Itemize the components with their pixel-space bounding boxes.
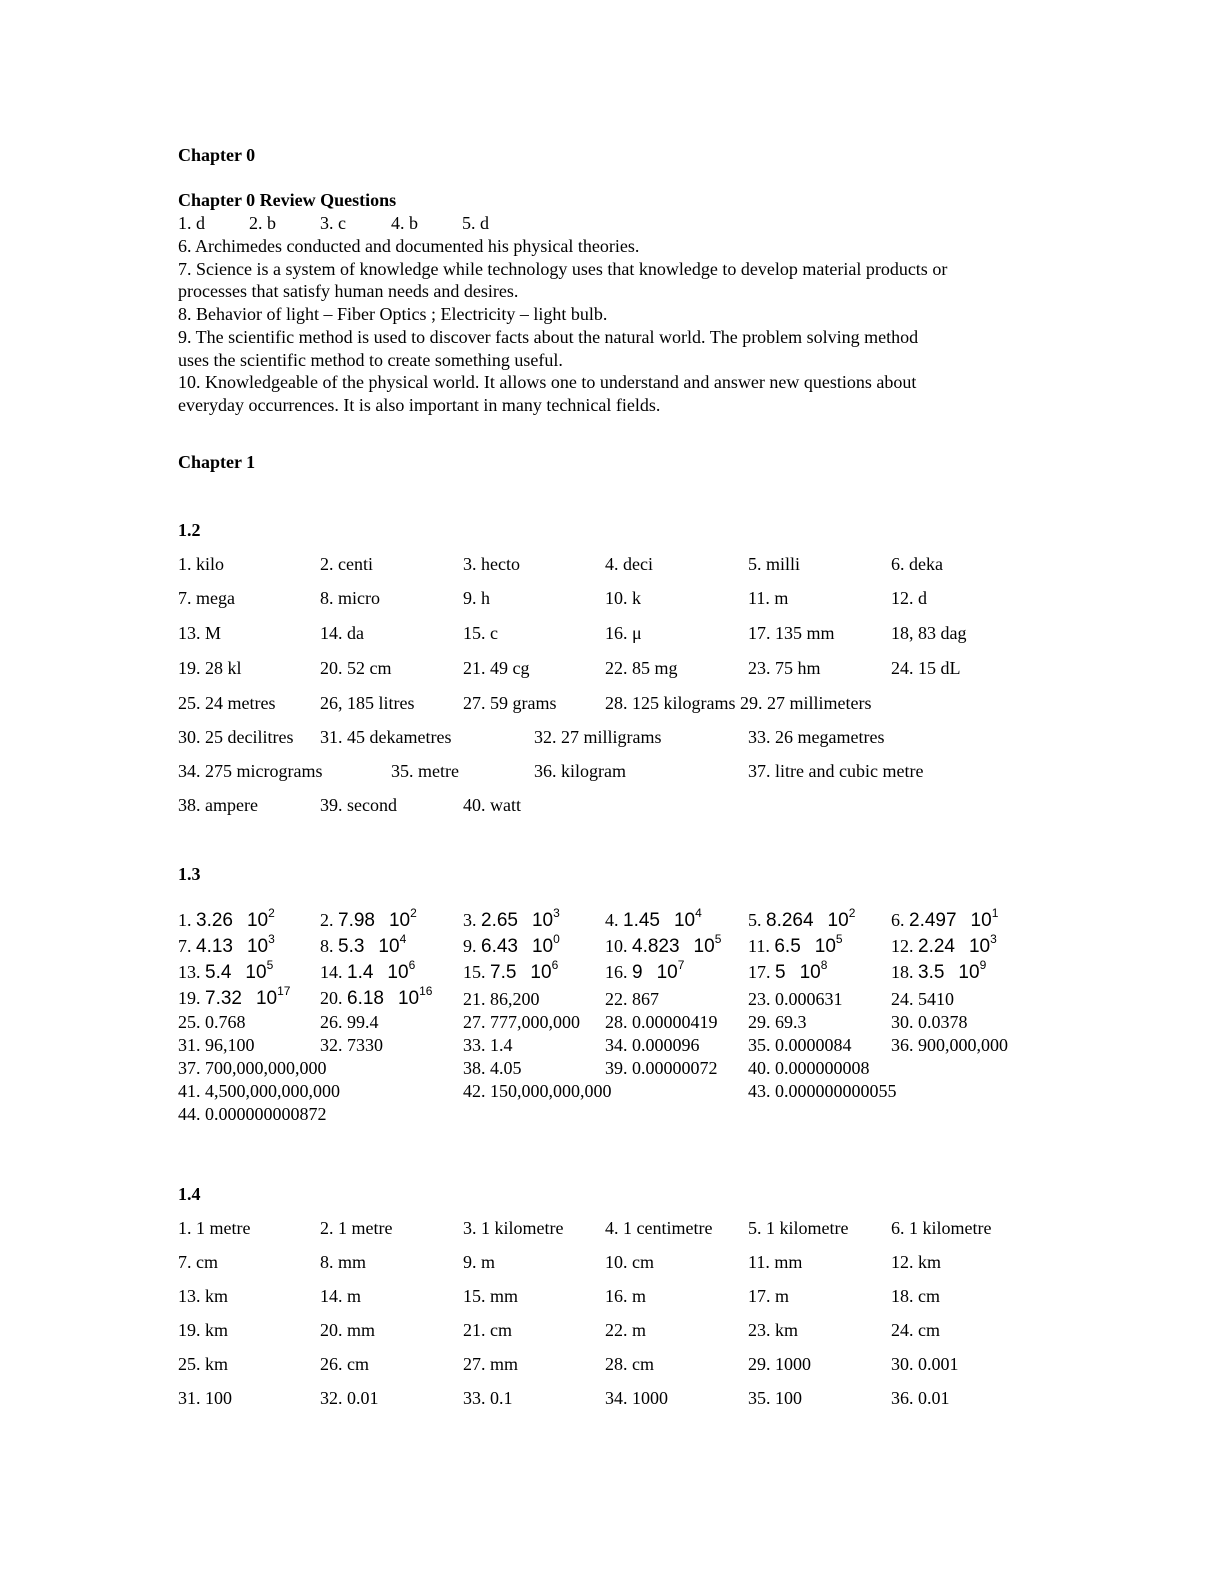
answer-number: 16. <box>605 962 632 982</box>
section-1-4-heading: 1.4 <box>178 1184 201 1204</box>
mantissa: 9 <box>632 962 643 983</box>
mantissa: 4.13 <box>196 936 233 957</box>
answer-number: 5. <box>748 910 766 930</box>
answer-cell: 36. 0.01 <box>891 1388 950 1408</box>
answer-number: 2. <box>320 910 338 930</box>
answer-line: processes that satisfy human needs and desires. <box>178 281 519 302</box>
answer-number: 18. <box>891 962 918 982</box>
answer-cell: 2. 1 metre <box>320 1218 393 1238</box>
answer-cell: 6. 1 kilometre <box>891 1218 992 1238</box>
answer-cell: 6. deka <box>891 554 943 574</box>
exponent: 3 <box>990 932 997 946</box>
sci-notation-answer <box>891 958 987 984</box>
answer-cell: 21. 49 cg <box>463 658 530 678</box>
answer-line: 8. Behavior of light – Fiber Optics ; Electricity – light bulb. <box>178 304 608 325</box>
answer-cell: 27. 59 grams <box>463 693 557 713</box>
answer-cell: 13. M <box>178 623 222 643</box>
power-base: $10^3$ <box>968 932 997 957</box>
exponent: 17 <box>277 984 291 998</box>
answer-cell: 32. 0.01 <box>320 1388 379 1408</box>
answer-cell: 35. metre <box>391 761 459 781</box>
answer-number: 9. <box>463 936 481 956</box>
answer-number: 11. <box>748 936 775 956</box>
answer-cell: 44. 0.000000000872 <box>178 1104 327 1124</box>
exponent: 5 <box>714 932 722 946</box>
mantissa: 5.3 <box>338 936 365 957</box>
answer-cell: 24. 15 dL <box>891 658 961 678</box>
answer-cell: 25. 24 metres <box>178 693 276 713</box>
sci-notation-answer <box>178 932 275 958</box>
answer-line: uses the scientific method to create something useful. <box>178 349 563 370</box>
answer-cell: 33. 1.4 <box>463 1035 513 1055</box>
exponent: 16 <box>419 984 433 998</box>
answer-cell: 7. mega <box>178 588 235 608</box>
power-base: $10^2$ <box>827 906 856 931</box>
sci-notation-answer <box>178 958 274 984</box>
answer-cell: 14. m <box>320 1286 362 1306</box>
answer-cell: 28. cm <box>605 1354 654 1374</box>
answer-cell: 23. km <box>748 1320 799 1340</box>
mantissa: 5.4 <box>205 962 232 983</box>
mantissa: 3.5 <box>918 962 945 983</box>
power-base: $10^6$ <box>387 958 416 983</box>
answer-cell: 18, 83 dag <box>891 623 967 643</box>
answer-cell: 43. 0.000000000055 <box>748 1081 897 1101</box>
answer-number: 6. <box>891 910 909 930</box>
answer-line: 10. Knowledgeable of the physical world. It allows one to understand and answer new questions about <box>178 372 917 393</box>
answer-cell: 24. cm <box>891 1320 940 1340</box>
exponent: 8 <box>820 958 828 972</box>
answer-cell: 34. 275 micrograms <box>178 761 323 781</box>
mc-answer: 5. d <box>462 213 489 233</box>
sci-notation-answer <box>320 958 416 984</box>
answer-cell: 37. 700,000,000,000 <box>178 1058 327 1078</box>
answer-cell: 10. cm <box>605 1252 654 1272</box>
answer-cell: 22. 867 <box>605 989 659 1009</box>
sci-notation-answer <box>748 958 828 984</box>
power-base: $10^9$ <box>958 958 987 983</box>
mantissa: 2.65 <box>481 910 518 931</box>
answer-number: 7. <box>178 936 196 956</box>
answer-cell: 38. 4.05 <box>463 1058 522 1078</box>
exponent: 0 <box>553 932 560 946</box>
mantissa: 7.98 <box>338 910 375 931</box>
answer-cell: 3. hecto <box>463 554 520 574</box>
answer-number: 1. <box>178 910 196 930</box>
sci-notation-answer <box>748 932 843 958</box>
answer-cell: 41. 4,500,000,000,000 <box>178 1081 340 1101</box>
answer-cell: 34. 1000 <box>605 1388 668 1408</box>
answer-cell: 5. 1 kilometre <box>748 1218 849 1238</box>
answer-cell: 11. mm <box>748 1252 803 1272</box>
answer-cell: 1. 1 metre <box>178 1218 251 1238</box>
answer-cell: 8. micro <box>320 588 380 608</box>
exponent: 7 <box>677 958 685 972</box>
answer-cell: 30. 0.001 <box>891 1354 959 1374</box>
power-base: $10^5$ <box>245 958 274 983</box>
mc-answer: 4. b <box>391 213 418 233</box>
answer-line: 9. The scientific method is used to discover facts about the natural world. The problem solving method <box>178 326 919 347</box>
answer-number: 14. <box>320 962 347 982</box>
answer-line: 7. Science is a system of knowledge while technology uses that knowledge to develop material products or <box>178 258 948 279</box>
sci-notation-answer <box>178 984 291 1010</box>
answer-cell: 18. cm <box>891 1286 940 1306</box>
power-base: $10^{17}$ <box>255 984 291 1009</box>
power-base: $10^3$ <box>531 906 560 931</box>
answer-cell: 4. deci <box>605 554 653 574</box>
exponent: 2 <box>848 906 856 920</box>
answer-cell: 40. 0.000000008 <box>748 1058 870 1078</box>
exponent: 9 <box>979 958 987 972</box>
power-base: $10^5$ <box>814 932 843 957</box>
answer-cell: 36. kilogram <box>534 761 626 781</box>
mantissa: 4.823 <box>632 936 680 957</box>
exponent: 6 <box>551 958 559 972</box>
exponent: 2 <box>410 906 417 920</box>
power-base: $10^6$ <box>530 958 559 983</box>
sci-notation-answer <box>320 906 417 932</box>
answer-cell: 40. watt <box>463 795 521 815</box>
answer-cell: 35. 0.0000084 <box>748 1035 852 1055</box>
answer-cell: 17. 135 mm <box>748 623 835 643</box>
chapter-1-title: Chapter 1 <box>178 452 256 472</box>
answer-cell: 26. cm <box>320 1354 369 1374</box>
exponent: 2 <box>268 906 275 920</box>
answer-cell: 27. mm <box>463 1354 519 1374</box>
answer-cell: 12. d <box>891 588 927 608</box>
power-base: $10^2$ <box>246 906 275 931</box>
answer-cell: 19. 28 kl <box>178 658 242 678</box>
answer-cell: 30. 25 decilitres <box>178 727 294 747</box>
answer-cell: 36. 900,000,000 <box>891 1035 1008 1055</box>
answer-cell: 8. mm <box>320 1252 367 1272</box>
answer-number: 17. <box>748 962 775 982</box>
answer-cell: 26. 99.4 <box>320 1012 379 1032</box>
answer-cell: 25. 0.768 <box>178 1012 246 1032</box>
answer-cell: 30. 0.0378 <box>891 1012 968 1032</box>
answer-cell: 24. 5410 <box>891 989 954 1009</box>
answer-cell: 33. 0.1 <box>463 1388 513 1408</box>
answer-line: 6. Archimedes conducted and documented his physical theories. <box>178 236 640 256</box>
answer-cell: 37. litre and cubic metre <box>748 761 924 781</box>
answer-cell: 22. 85 mg <box>605 658 678 678</box>
chapter-0-mc-answers <box>178 213 489 234</box>
answer-cell: 7. cm <box>178 1252 218 1272</box>
mantissa: 1.4 <box>347 962 374 983</box>
answer-cell: 15. mm <box>463 1286 519 1306</box>
mantissa: 6.18 <box>347 988 384 1009</box>
power-base: $10^{16}$ <box>397 984 433 1009</box>
mc-answer: 1. d <box>178 213 205 233</box>
answer-cell: 23. 0.000631 <box>748 989 843 1009</box>
power-base: $10^7$ <box>656 958 685 983</box>
answer-cell: 29. 69.3 <box>748 1012 807 1032</box>
answer-number: 8. <box>320 936 338 956</box>
power-base: $10^4$ <box>673 906 702 931</box>
answer-cell: 17. m <box>748 1286 790 1306</box>
sci-notation-answer <box>748 906 856 932</box>
power-base: $10^3$ <box>246 932 275 957</box>
mantissa: 8.264 <box>766 910 814 931</box>
answer-cell: 20. 52 cm <box>320 658 392 678</box>
mantissa: 3.26 <box>196 910 233 931</box>
power-base: $10^1$ <box>970 906 999 931</box>
answer-cell: 25. km <box>178 1354 229 1374</box>
answer-number: 19. <box>178 988 205 1008</box>
sci-notation-answer <box>891 932 997 958</box>
mantissa: 2.497 <box>909 910 957 931</box>
exponent: 5 <box>835 932 843 946</box>
sci-notation-answer <box>320 932 407 958</box>
sci-notation-answer <box>178 906 275 932</box>
answer-cell: 5. milli <box>748 554 801 574</box>
answer-cell: 10. k <box>605 588 641 608</box>
answer-number: 12. <box>891 936 918 956</box>
mantissa: 1.45 <box>623 910 660 931</box>
answer-line: everyday occurrences. It is also important in many technical fields. <box>178 394 661 415</box>
answer-cell: 12. km <box>891 1252 942 1272</box>
chapter-0-review-heading: Chapter 0 Review Questions <box>178 190 397 210</box>
exponent: 3 <box>268 932 275 946</box>
answer-cell: 31. 100 <box>178 1388 232 1408</box>
power-base: $10^0$ <box>531 932 560 957</box>
answer-cell: 31. 45 dekametres <box>320 727 452 747</box>
mantissa: 6.43 <box>481 936 518 957</box>
answer-cell: 28. 125 kilograms 29. 27 millimeters <box>605 693 872 713</box>
power-base: $10^8$ <box>799 958 828 983</box>
answer-number: 4. <box>605 910 623 930</box>
answer-cell: 16. m <box>605 1286 647 1306</box>
answer-cell: 42. 150,000,000,000 <box>463 1081 612 1101</box>
sci-notation-answer <box>463 958 559 984</box>
answer-cell: 34. 0.000096 <box>605 1035 700 1055</box>
answer-cell: 20. mm <box>320 1320 376 1340</box>
answer-cell: 26, 185 litres <box>320 693 415 713</box>
answer-cell: 28. 0.00000419 <box>605 1012 718 1032</box>
chapter-0-answers <box>178 235 1058 417</box>
answer-cell: 31. 96,100 <box>178 1035 255 1055</box>
answer-cell: 3. 1 kilometre <box>463 1218 564 1238</box>
exponent: 4 <box>695 906 702 920</box>
answer-cell: 16. μ <box>605 623 642 643</box>
mc-answer: 3. c <box>320 213 346 233</box>
exponent: 5 <box>266 958 274 972</box>
mantissa: 2.24 <box>918 936 955 957</box>
answer-cell: 2. centi <box>320 554 373 574</box>
answer-cell: 39. second <box>320 795 397 815</box>
power-base: $10^4$ <box>378 932 407 957</box>
answer-number: 15. <box>463 962 490 982</box>
sci-notation-answer <box>605 958 685 984</box>
answer-cell: 14. da <box>320 623 364 643</box>
answer-cell: 23. 75 hm <box>748 658 821 678</box>
exponent: 6 <box>408 958 416 972</box>
answer-cell: 38. ampere <box>178 795 258 815</box>
power-base: $10^2$ <box>388 906 417 931</box>
answer-cell: 21. cm <box>463 1320 512 1340</box>
mantissa: 7.32 <box>205 988 242 1009</box>
mantissa: 6.5 <box>774 936 801 957</box>
answer-cell: 9. m <box>463 1252 496 1272</box>
mc-answer: 2. b <box>249 213 276 233</box>
answer-cell: 32. 27 milligrams <box>534 727 662 747</box>
answer-cell: 33. 26 megametres <box>748 727 885 747</box>
answer-cell: 22. m <box>605 1320 647 1340</box>
sci-notation-answer <box>463 932 560 958</box>
answer-cell: 15. c <box>463 623 498 643</box>
sci-notation-answer <box>891 906 999 932</box>
answer-cell: 13. km <box>178 1286 229 1306</box>
answer-cell: 35. 100 <box>748 1388 802 1408</box>
power-base: $10^5$ <box>693 932 722 957</box>
sci-notation-answer <box>605 932 722 958</box>
answer-cell: 29. 1000 <box>748 1354 811 1374</box>
exponent: 4 <box>399 932 407 946</box>
section-1-3-heading: 1.3 <box>178 864 201 884</box>
mantissa: 5 <box>775 962 786 983</box>
answer-cell: 21. 86,200 <box>463 989 540 1009</box>
exponent: 3 <box>553 906 560 920</box>
exponent: 1 <box>991 906 999 920</box>
answer-cell: 1. kilo <box>178 554 225 574</box>
sci-notation-answer <box>605 906 702 932</box>
answer-number: 10. <box>605 936 632 956</box>
answer-cell: 9. h <box>463 588 490 608</box>
answer-number: 20. <box>320 988 347 1008</box>
chapter-0-title: Chapter 0 <box>178 145 256 165</box>
section-1-2-heading: 1.2 <box>178 520 201 540</box>
answer-cell: 19. km <box>178 1320 229 1340</box>
mantissa: 7.5 <box>490 962 517 983</box>
answer-number: 3. <box>463 910 481 930</box>
answer-number: 13. <box>178 962 205 982</box>
answer-cell: 27. 777,000,000 <box>463 1012 580 1032</box>
sci-notation-answer <box>320 984 433 1010</box>
sci-notation-answer <box>463 906 560 932</box>
answer-cell: 39. 0.00000072 <box>605 1058 718 1078</box>
answer-cell: 4. 1 centimetre <box>605 1218 713 1238</box>
answer-cell: 32. 7330 <box>320 1035 383 1055</box>
answer-cell: 11. m <box>748 588 789 608</box>
section-1-4-grid <box>178 1218 1078 1418</box>
